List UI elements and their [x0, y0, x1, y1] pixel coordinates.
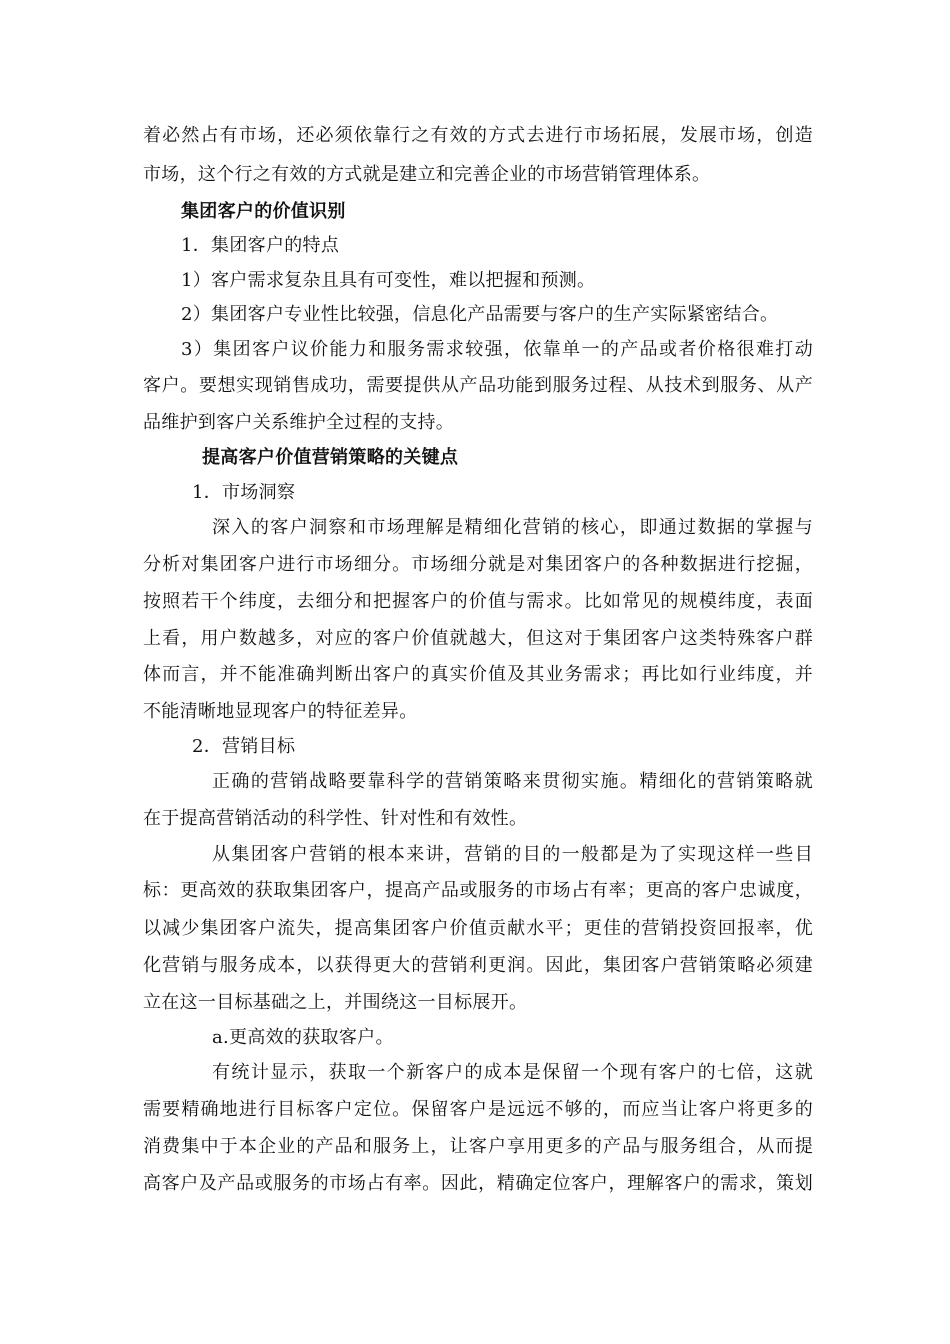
body-text-line: 标：更高效的获取集团客户，提高产品或服务的市场占有率；更高的客户忠诚度，: [143, 880, 813, 901]
section-heading: 集团客户的价值识别: [181, 201, 346, 222]
body-text-line: 从集团客户营销的根本来讲，营销的目的一般都是为了实现这样一些目: [212, 844, 813, 865]
body-text-line: 上看，用户数越多，对应的客户价值就越大，但这对于集团客户这类特殊客户群: [143, 628, 813, 649]
list-item: 3）集团客户议价能力和服务需求较强，依靠单一的产品或者价格很难打动: [181, 339, 813, 360]
body-text-line: 立在这一目标基础之上，并围绕这一目标展开。: [143, 992, 528, 1013]
subsection-heading: 1．集团客户的特点: [181, 235, 340, 256]
body-text-line: 化营销与服务成本，以获得更大的营销利更润。因此，集团客户营销策略必须建: [143, 955, 813, 976]
list-item: 1）客户需求复杂且具有可变性，难以把握和预测。: [181, 270, 596, 291]
body-text-line: 品维护到客户关系维护全过程的支持。: [143, 412, 455, 433]
body-text-line: 消费集中于本企业的产品和服务上，让客户享用更多的产品与服务组合，从而提: [143, 1136, 813, 1157]
body-text-line: 深入的客户洞察和市场理解是精细化营销的核心，即通过数据的掌握与: [212, 517, 813, 538]
list-item: 2）集团客户专业性比较强，信息化产品需要与客户的生产实际紧密结合。: [181, 304, 779, 325]
subsection-heading: a.更高效的获取客户。: [212, 1027, 394, 1048]
section-heading: 提高客户价值营销策略的关键点: [202, 447, 459, 468]
body-text-line: 着必然占有市场，还必须依靠行之有效的方式去进行市场拓展，发展市场，创造: [143, 125, 813, 146]
subsection-heading: 2．营销目标: [192, 736, 296, 757]
body-text-line: 按照若干个纬度，去细分和把握客户的价值与需求。比如常见的规模纬度，表面: [143, 591, 813, 612]
body-text-line: 以减少集团客户流失，提高集团客户价值贡献水平；更佳的营销投资回报率，优: [143, 918, 813, 939]
body-text-line: 客户。要想实现销售成功，需要提供从产品功能到服务过程、从技术到服务、从产: [143, 375, 813, 396]
subsection-heading: 1．市场洞察: [192, 482, 296, 503]
body-text-line: 不能清晰地显现客户的特征差异。: [143, 701, 418, 722]
body-text-line: 高客户及产品或服务的市场占有率。因此，精确定位客户，理解客户的需求，策划: [143, 1173, 813, 1194]
body-text-line: 需要精确地进行目标客户定位。保留客户是远远不够的，而应当让客户将更多的: [143, 1099, 813, 1120]
body-text-line: 体而言，并不能准确判断出客户的真实价值及其业务需求；再比如行业纬度，并: [143, 664, 813, 685]
body-text-line: 有统计显示，获取一个新客户的成本是保留一个现有客户的七倍，这就: [212, 1062, 813, 1083]
body-text-line: 市场，这个行之有效的方式就是建立和完善企业的市场营销管理体系。: [143, 164, 711, 185]
body-text-line: 在于提高营销活动的科学性、针对性和有效性。: [143, 808, 528, 829]
body-text-line: 正确的营销战略要靠科学的营销策略来贯彻实施。精细化的营销策略就: [212, 771, 813, 792]
body-text-line: 分析对集团客户进行市场细分。市场细分就是对集团客户的各种数据进行挖掘，: [143, 554, 813, 575]
